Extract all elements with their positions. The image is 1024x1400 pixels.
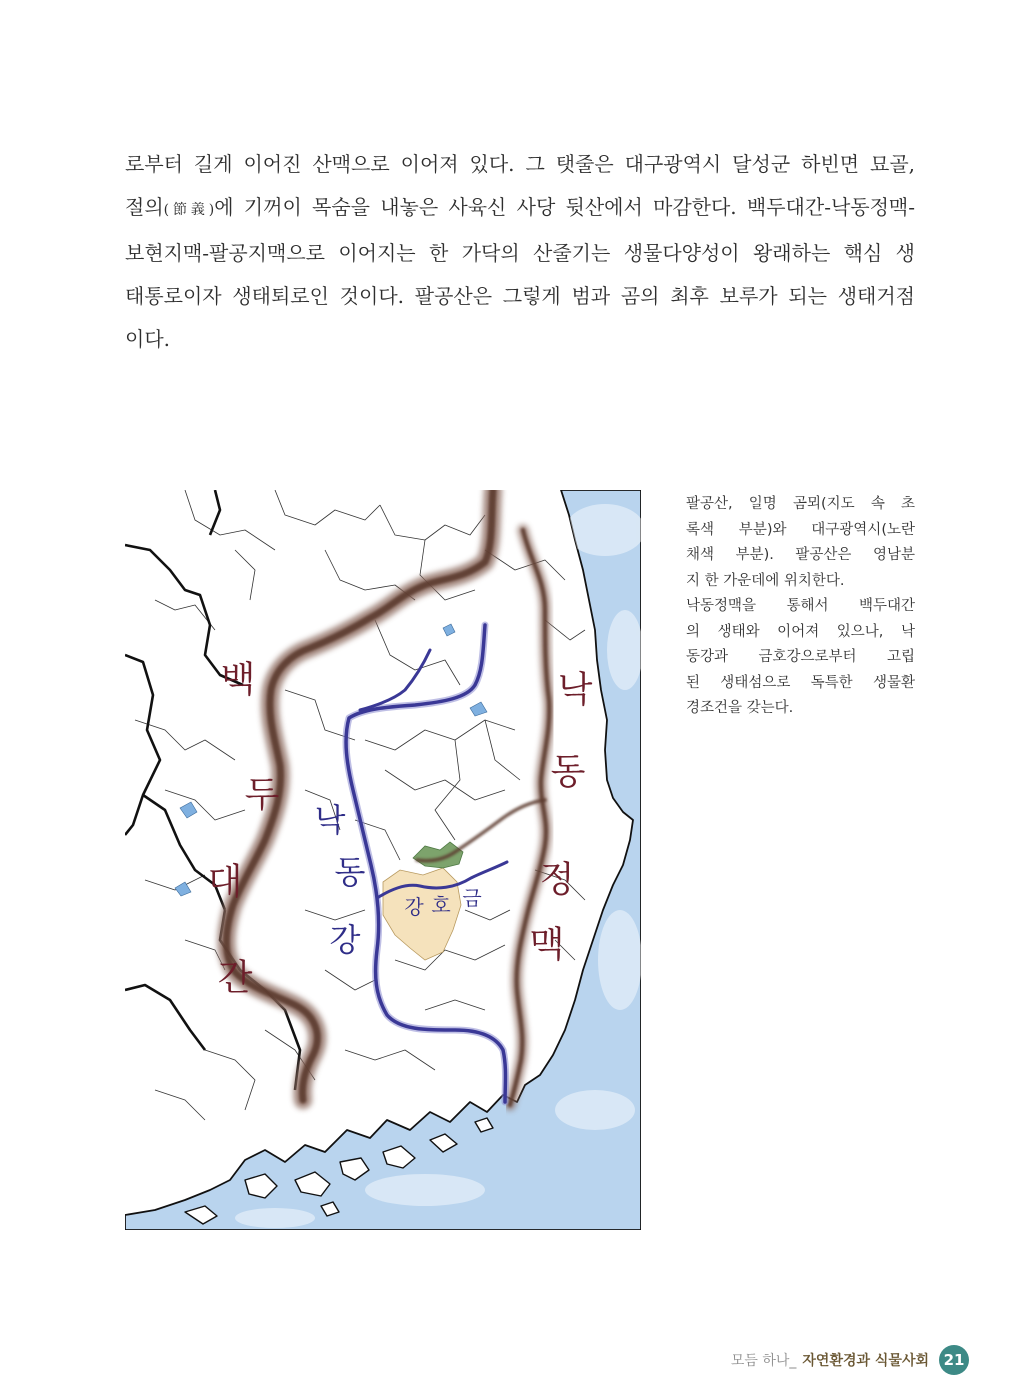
caption-line: 팔공산, 일명 곰뫼(지도 속 초 <box>686 496 915 512</box>
map-caption <box>686 492 915 722</box>
body-line <box>125 275 915 318</box>
body-line <box>125 143 915 186</box>
body-line-text: 에 기꺼이 목숨을 내놓은 사육신 사당 뒷산에서 마감한다. 백두대간-낙동정맥- <box>214 195 915 219</box>
label-nakdong-jeongmaek-char: 맥 <box>529 924 565 966</box>
hanja-annotation: (節義) <box>163 202 215 218</box>
label-baekdu-daegan-char: 백 <box>220 659 256 701</box>
page-footer <box>731 1345 969 1375</box>
page-number-badge: 21 <box>939 1345 969 1375</box>
label-nakdong-jeongmaek-char: 낙 <box>557 669 593 711</box>
body-line <box>125 186 915 232</box>
label-baekdu-daegan-char: 대 <box>207 861 243 903</box>
body-line-text: 태통로이자 생태퇴로인 것이다. 팔공산은 그렇게 범과 곰의 최후 보루가 되는 생태거점 <box>125 284 915 308</box>
label-geumho-river-char: 호 <box>431 893 451 917</box>
body-paragraph <box>125 143 915 361</box>
caption-line: 낙동정맥을 통해서 백두대간 <box>686 598 915 614</box>
footer-chapter-title: 자연환경과 식물사회 <box>802 1353 929 1369</box>
caption-line: 지 한 가운데에 위치한다. <box>686 572 845 589</box>
body-line-text: 로부터 길게 이어진 산맥으로 이어져 있다. 그 탯줄은 대구광역시 달성군 하빈면 묘골, <box>125 152 915 176</box>
caption-line: 록색 부분)와 대구광역시(노란 <box>686 521 915 538</box>
body-line-text: 보현지맥-팔공지맥으로 이어지는 한 가닥의 산줄기는 생물다양성이 왕래하는 핵심 생 <box>125 241 915 265</box>
caption-line: 채색 부분). 팔공산은 영남분 <box>686 547 915 563</box>
footer-section: 모듬 하나_ <box>730 1353 797 1369</box>
body-line <box>125 232 915 275</box>
sea-mottle <box>555 1090 635 1130</box>
body-line-text: 절의 <box>125 195 164 219</box>
label-nakdong-river-char: 낙 <box>314 801 346 839</box>
caption-line: 동강과 금호강으로부터 고립 <box>686 649 915 665</box>
label-geumho-river-char: 금 <box>462 886 482 910</box>
label-baekdu-daegan-char: 간 <box>217 957 253 999</box>
caption-line: 경조건을 갖는다. <box>686 700 794 716</box>
label-nakdong-river-char: 동 <box>334 853 366 891</box>
body-line <box>125 318 915 361</box>
label-nakdong-river-char: 강 <box>329 921 361 959</box>
map-figure <box>125 490 641 1230</box>
label-baekdu-daegan-char: 두 <box>244 774 280 816</box>
palgongsan-map <box>125 490 641 1230</box>
sea-mottle <box>365 1174 485 1206</box>
sea-mottle <box>598 910 641 1010</box>
body-line-text: 이다. <box>125 327 170 351</box>
label-nakdong-jeongmaek-char: 정 <box>539 859 575 901</box>
label-geumho-river-char: 강 <box>404 895 424 919</box>
caption-line: 의 생태와 이어져 있으나, 낙 <box>686 623 915 640</box>
caption-line: 된 생태섬으로 독특한 생물환 <box>686 674 915 691</box>
label-nakdong-jeongmaek-char: 동 <box>550 751 586 793</box>
sea-mottle <box>235 1208 315 1228</box>
